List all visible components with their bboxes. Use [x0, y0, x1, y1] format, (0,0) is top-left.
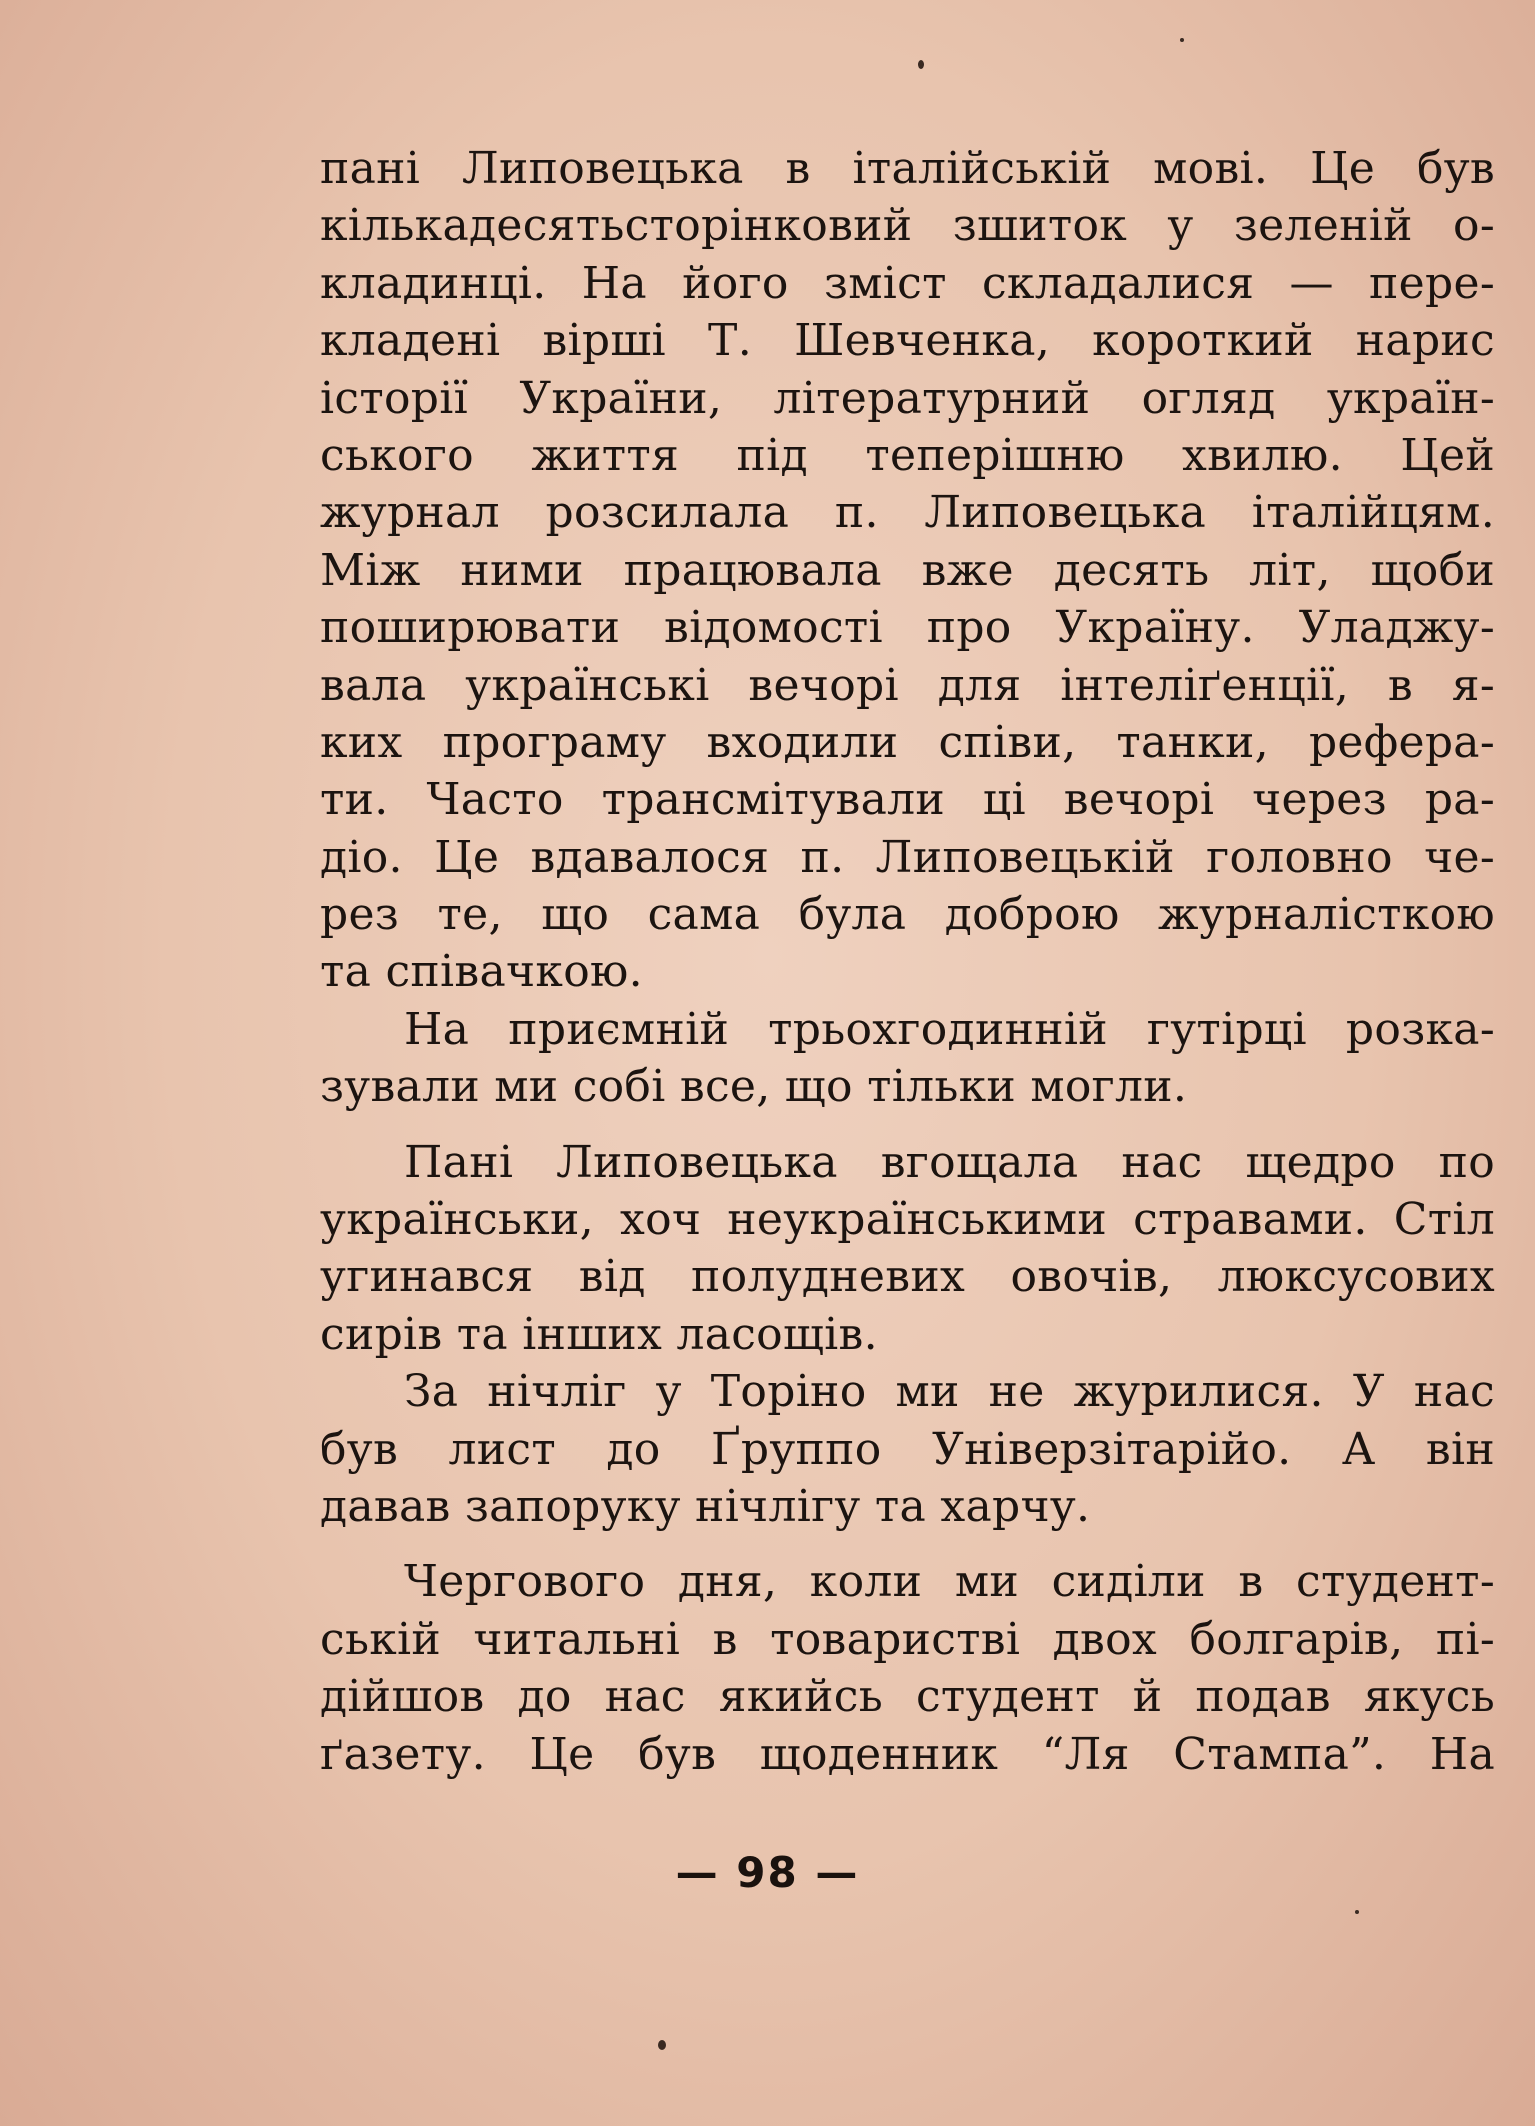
text-line: рез те, що сама була доброю журналісткою: [320, 889, 1495, 941]
text-line: На приємній трьохгодинній гутірці розка-: [404, 1003, 1495, 1055]
text-line: діо. Це вдавалося п. Липовецькій головно че-: [320, 831, 1495, 883]
text-line: поширювати відомості про Україну. Уладжу-: [320, 602, 1495, 654]
text-line: За нічліг у Торіно ми не журилися. У нас: [404, 1366, 1495, 1418]
paper-speck: [1180, 38, 1184, 42]
text-line: зували ми собі все, що тільки могли.: [320, 1061, 1188, 1113]
paragraph-2: [320, 1001, 1495, 1116]
text-line: кладені вірші Т. Шевченка, короткий нарис: [320, 315, 1495, 367]
text-line: ти. Часто трансмітували ці вечорі через ра-: [320, 774, 1495, 826]
paragraph-gap: [320, 1535, 1495, 1553]
paragraph-5: [320, 1553, 1495, 1783]
text-line: українськи, хоч неукраїнськими стравами. Стіл: [320, 1194, 1495, 1246]
text-line: та співачкою.: [320, 946, 643, 998]
text-line: Чергового дня, коли ми сиділи в студент-: [404, 1556, 1495, 1608]
text-line: пані Липовецька в італійській мові. Це був: [320, 143, 1495, 194]
text-line: ґазету. Це був щоденник “Ля Стампа”. На: [320, 1728, 1495, 1780]
text-line: дійшов до нас якийсь студент й подав якусь: [320, 1671, 1495, 1723]
text-line: Між ними працювала вже десять літ, щоби: [320, 544, 1495, 596]
paragraph-1: [320, 140, 1495, 1001]
paragraph-3: [320, 1134, 1495, 1364]
text-line: ського життя під теперішню хвилю. Цей: [320, 429, 1495, 481]
paragraph-4: [320, 1363, 1495, 1535]
paper-speck: [658, 2040, 666, 2050]
text-line: історії України, літературний огляд україн-: [320, 372, 1495, 424]
paragraph-gap: [320, 1116, 1495, 1134]
page-number: — 98 —: [675, 1848, 860, 1897]
paper-speck: [918, 60, 924, 69]
text-line: давав запоруку нічлігу та харчу.: [320, 1480, 1091, 1532]
text-line: ській читальні в товаристві двох болгарів, пі-: [320, 1613, 1495, 1665]
text-line: кладинці. На його зміст складалися — пере-: [320, 257, 1495, 309]
text-line: був лист до Ґруппо Універзітарійо. А він: [320, 1423, 1495, 1475]
text-line: кількадесятьсторінковий зшиток у зеленій о-: [320, 200, 1495, 252]
text-line: журнал розсилала п. Липовецька італійцям.: [320, 487, 1495, 539]
text-line: Пані Липовецька вгощала нас щедро по: [404, 1136, 1495, 1188]
text-line: вала українські вечорі для інтеліґенції, в я-: [320, 659, 1495, 711]
text-line: угинався від полудневих овочів, люксусових: [320, 1251, 1495, 1303]
paper-speck: [1355, 1910, 1359, 1914]
text-line: ких програму входили співи, танки, рефера-: [320, 716, 1495, 768]
page-body: [320, 140, 1495, 1783]
text-line: сирів та інших ласощів.: [320, 1308, 878, 1360]
